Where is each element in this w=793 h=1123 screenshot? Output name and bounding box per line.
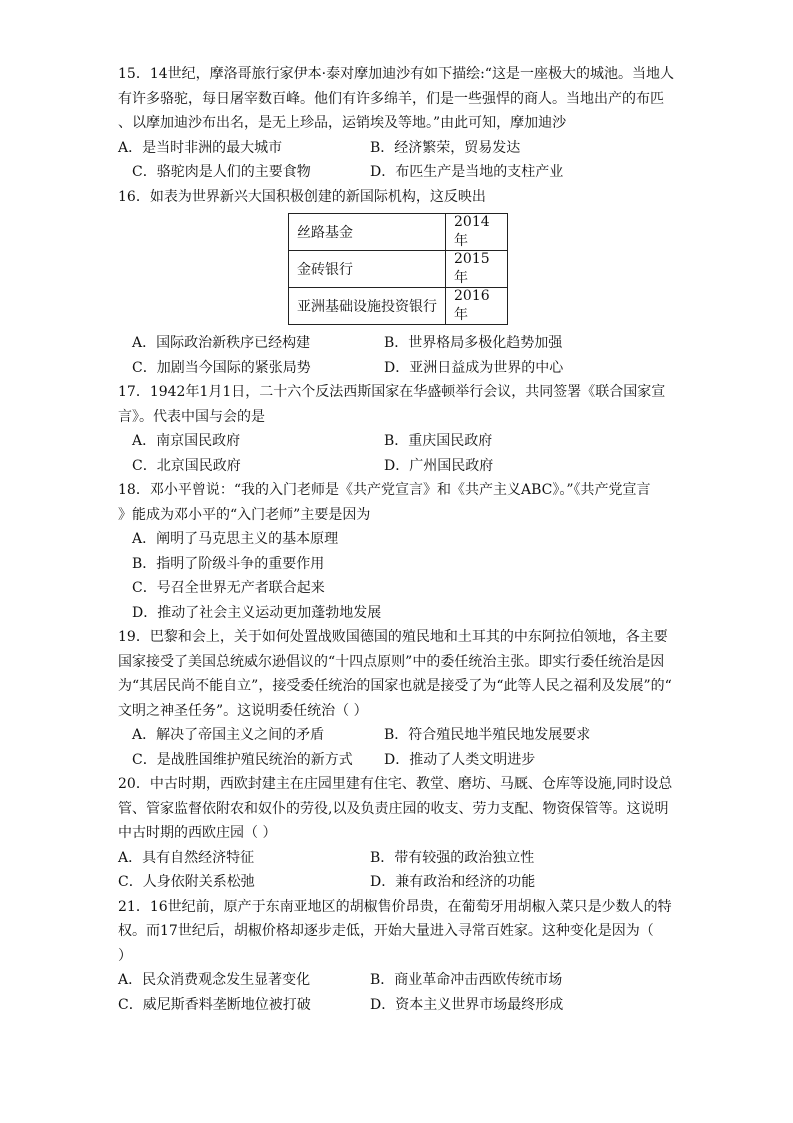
option-b: B．商业革命冲击西欧传统市场 [370, 972, 563, 988]
option-d: D．推动了社会主义运动更加蓬勃地发展 [132, 604, 382, 621]
table-cell-year: 2014年 [446, 214, 508, 251]
question-18 [118, 478, 678, 625]
question-20 [118, 772, 678, 895]
institutions-table-wrap [288, 213, 678, 325]
question-16-line-1: 16．如表为世界新兴大国积极创建的新国际机构，这反映出 [118, 188, 486, 205]
question-17-line-1: 17．1942年1月1日，二十六个反法西斯国家在华盛顿举行会议，共同签署《联合国家宣 [118, 384, 666, 400]
question-19-line-1: 19．巴黎和会上，关于如何处置战败国德国的殖民地和土耳其的中东阿拉伯领地，各主要 [118, 629, 668, 645]
option-a: A．解决了帝国主义之间的矛盾 [132, 727, 325, 743]
option-a: A．民众消费观念发生显著变化 [118, 972, 311, 988]
table-row [289, 214, 508, 251]
option-d: D．亚洲日益成为世界的中心 [384, 359, 564, 376]
question-21-line-2: 权。而17世纪后，胡椒价格却逐步走低，开始大量进入寻常百姓家。这种变化是因为（ [118, 923, 654, 939]
table-cell-year: 2016年 [446, 288, 508, 325]
question-15-line-3: 、以摩加迪沙布出名，是无上珍品，运销埃及等地。”由此可知，摩加迪沙 [118, 115, 567, 131]
question-19-options [118, 723, 678, 772]
exam-page [118, 62, 678, 1017]
option-c: C．加剧当今国际的紧张局势 [132, 359, 311, 376]
question-20-line-3: 中古时期的西欧庄园（ ） [118, 825, 277, 841]
option-a: A．南京国民政府 [132, 433, 241, 449]
table-cell-year: 2015年 [446, 251, 508, 288]
option-b: B．经济繁荣，贸易发达 [370, 139, 521, 156]
table-row [289, 251, 508, 288]
option-b: B．指明了阶级斗争的重要作用 [132, 555, 325, 572]
question-21-line-1: 21．16世纪前，原产于东南亚地区的胡椒售价昂贵，在葡萄牙用胡椒入菜只是少数人的特 [118, 898, 672, 915]
question-20-line-2: 管、管家监督依附农和奴仆的劳役,以及负责庄园的收支、劳力支配、物资保管等。这说明 [118, 800, 669, 817]
option-d: D．广州国民政府 [384, 457, 494, 474]
question-21 [118, 895, 678, 1018]
question-19-line-4: 文明之神圣任务”。这说明委任统治（ ） [118, 702, 368, 719]
question-15-line-1: 15．14世纪，摩洛哥旅行家伊本·泰对摩加迪沙有如下描绘:“这是一座极大的城池。当地人 [118, 66, 674, 82]
question-17-line-2: 言》。代表中国与会的是 [118, 408, 265, 425]
question-16 [118, 185, 678, 381]
question-15-options [118, 136, 678, 185]
option-b: B．重庆国民政府 [384, 433, 493, 449]
table-cell-name: 亚洲基础设施投资银行 [289, 288, 446, 325]
option-c: C．骆驼肉是人们的主要食物 [132, 164, 311, 180]
option-d: D．布匹生产是当地的支柱产业 [370, 164, 564, 180]
question-17 [118, 380, 678, 478]
question-15-line-2: 有许多骆驼，每日屠宰数百峰。他们有许多绵羊，们是一些强悍的商人。当地出产的布匹 [118, 90, 664, 107]
option-c: C．是战胜国维护殖民统治的新方式 [132, 751, 353, 768]
option-c: C．号召全世界无产者联合起来 [132, 580, 325, 596]
question-19-line-3: 为“其居民尚不能自立”，接受委任统治的国家也就是接受了为“此等人民之福利及发展”的“ [118, 678, 672, 694]
question-15 [118, 62, 678, 185]
option-c: C．威尼斯香料垄断地位被打破 [118, 996, 311, 1013]
option-a: A．是当时非洲的最大城市 [118, 139, 283, 156]
question-17-options [118, 429, 678, 478]
table-cell-name: 金砖银行 [289, 251, 446, 288]
question-21-line-3: ） [118, 947, 132, 964]
option-a: A．阐明了马克思主义的基本原理 [132, 531, 339, 547]
question-21-options [118, 968, 678, 1017]
question-20-options [118, 846, 678, 895]
question-18-options [118, 527, 678, 625]
option-c: C．人身依附关系松弛 [118, 874, 255, 890]
option-b: B．带有较强的政治独立性 [370, 849, 535, 866]
option-b: B．符合殖民地半殖民地发展要求 [384, 727, 591, 743]
option-d: D．兼有政治和经济的功能 [370, 874, 536, 890]
question-18-line-2: 》能成为邓小平的“入门老师”主要是因为 [118, 506, 371, 523]
option-b: B．世界格局多极化趋势加强 [384, 335, 563, 351]
option-a: A．国际政治新秩序已经构建 [132, 335, 311, 351]
question-20-line-1: 20．中古时期，西欧封建主在庄园里建有住宅、教堂、磨坊、马厩、仓库等设施,同时设总 [118, 776, 673, 792]
question-19 [118, 625, 678, 772]
question-18-line-1: 18．邓小平曾说：“我的入门老师是《共产党宣言》和《共产主义ABC》。”《共产党宣言 [118, 482, 651, 498]
option-a: A．具有自然经济特征 [118, 849, 255, 866]
option-d: D．资本主义世界市场最终形成 [370, 996, 564, 1013]
question-16-options [118, 331, 678, 380]
table-cell-name: 丝路基金 [289, 214, 446, 251]
institutions-table [288, 213, 508, 325]
option-d: D．推动了人类文明进步 [384, 751, 536, 768]
question-19-line-2: 国家接受了美国总统威尔逊倡议的“十四点原则”中的委任统治主张。即实行委任统治是因 [118, 653, 665, 670]
table-row [289, 288, 508, 325]
option-c: C．北京国民政府 [132, 457, 241, 474]
